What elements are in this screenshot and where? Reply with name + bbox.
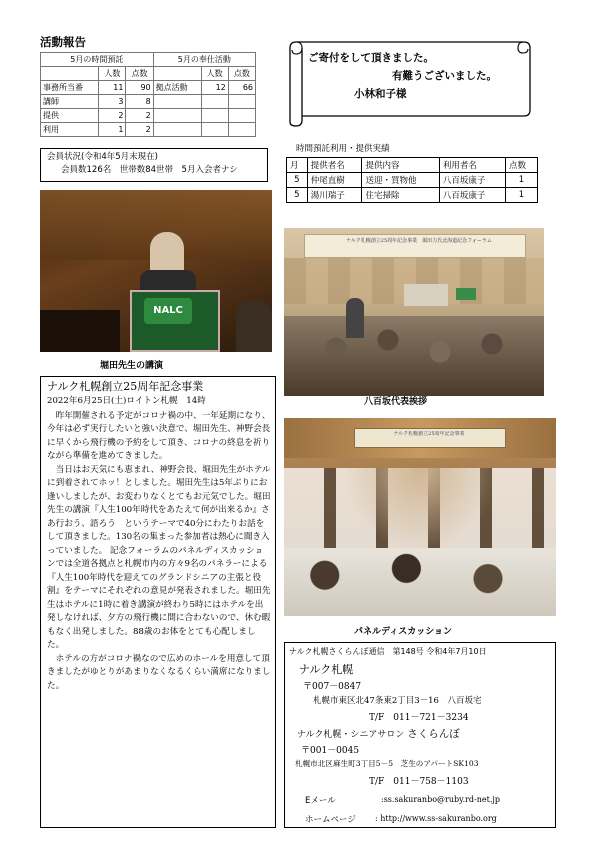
nalc-logo: NALC [144, 298, 192, 324]
lecture-photo [40, 190, 272, 352]
homepage-link[interactable]: : http://www.ss-sakuranbo.org [375, 814, 497, 823]
col-points: 点数 [126, 67, 153, 81]
address: 札幌市東区北47条東2丁目3－16 八百坂宅 [313, 696, 482, 706]
greeting-photo [284, 228, 544, 396]
email-link[interactable]: :ss.sakuranbo@ruby.rd-net.jp [381, 795, 500, 804]
table-row: 利用 1 2 [41, 123, 256, 137]
article-paragraph: 当日はお天気にも恵まれ、神野会長、堀田先生がホテルに到着されてホッ！としました。堀田先生は5年ぶりにお逢いしましたが、お変わりなくとてもお元気でした。堀田先生の講演『人生100年時代をあたえて何が出来るか』さあ行おう、語ろう というテーマで40分にわたりお話をして頂きました。130名の集まった参加者は熱心に聞き入っていました。 記念フォーラムのパネルディスカッションでは全道各拠点と札幌市内の方々9名のパネラーによる『人生100年時代を迎えてのグランドシニアの主張と役割』をテーマにそれぞれの意見が発表されました。堀田先生はホテルに1時に着き講演が終わり5時にはホテルを出発しなければ、夕方の飛行機に間に合わないので、休む暇もなく出発しました。88歳のお体をとても心配しました。 [47, 464, 271, 650]
table-row: 提供 2 2 [41, 109, 256, 123]
usage-title: 時間預託利用・提供実績 [296, 144, 390, 154]
table-row: 5 仲尾直樹 送迎・買物他 八百坂康子 1 [287, 173, 538, 188]
usage-header-row: 月 提供者名 提供内容 利用者名 点数 [287, 158, 538, 173]
article-paragraph: ホテルの方がコロナ禍なので広めのホールを用意して頂きましたがゆとりがあまりなくなるくらい満席になりました。 [47, 653, 271, 691]
article-date: 2022年6月25日(土)ロイトン札幌 14時 [47, 396, 206, 406]
salon-name [297, 726, 460, 741]
donation-line1: ご寄付をして頂きました。 [308, 52, 434, 64]
donation-line2: 有難うございました。 [392, 70, 497, 82]
col-people: 人数 [99, 67, 126, 81]
caption-lecture: 堀田先生の講演 [100, 361, 164, 371]
phone: T/F 011－721－3234 [369, 713, 469, 723]
panel-banner: ナルク札幌創立25周年記念事業 [393, 431, 465, 437]
usage-table [286, 157, 538, 203]
donation-name: 小林和子様 [354, 88, 407, 100]
zip-code: 〒001－0045 [301, 746, 360, 756]
email-label: Eメール [305, 796, 336, 806]
newsletter-header: ナルク札幌さくらんぼ通信 第148号 令和4年7月10日 [289, 647, 487, 656]
article-title: ナルク札幌創立25周年記念事業 [47, 380, 204, 393]
membership-counts: 会員数126名 世帯数84世帯 5月入会者ナシ [61, 165, 238, 175]
activity-table [40, 52, 256, 137]
col-people: 人数 [201, 67, 228, 81]
membership-box [40, 148, 268, 182]
article-paragraph: 昨年開催される予定がコロナ禍の中、一年延期になり、今年は必ず実行したいと強い決意で、堀田先生、神野会長に早くから飛行機の予約をして頂き、コロナの終息を祈りながら準備を進めてきました。 [47, 410, 271, 461]
salon-title: さくらんぼ [407, 728, 460, 740]
zip-code: 〒007－0847 [303, 682, 362, 692]
address: 札幌市北区麻生町3丁目5－5 芝生のアパートSK103 [295, 759, 479, 768]
caption-greeting: 八百坂代表挨拶 [364, 397, 428, 407]
org-name: ナルク札幌 [299, 663, 354, 676]
greeting-banner: ナルク札幌創立25周年記念事業 堀田力氏北海道記念フォーラム [346, 238, 492, 244]
table-row: 講師 3 8 [41, 95, 256, 109]
article-box [40, 376, 276, 828]
homepage-label: ホームページ [305, 815, 356, 825]
membership-date: 会員状況(令和4年5月末現在) [47, 152, 158, 162]
table-row: 事務所当番 11 90 拠点活動 12 66 [41, 81, 256, 95]
phone: T/F 011－758－1103 [369, 777, 469, 787]
col-points: 点数 [228, 67, 255, 81]
panel-photo [284, 418, 556, 616]
table-row: 5 湯川瑞子 住宅掃除 八百坂康子 1 [287, 188, 538, 203]
hours-header: 5月の時間預託 [41, 53, 154, 67]
service-header: 5月の奉仕活動 [153, 53, 255, 67]
newsletter-box [284, 642, 556, 828]
report-title: 活動報告 [40, 35, 86, 49]
salon-prefix: ナルク札幌・シニアサロン [297, 730, 405, 740]
caption-panel: パネルディスカッション [354, 627, 453, 637]
